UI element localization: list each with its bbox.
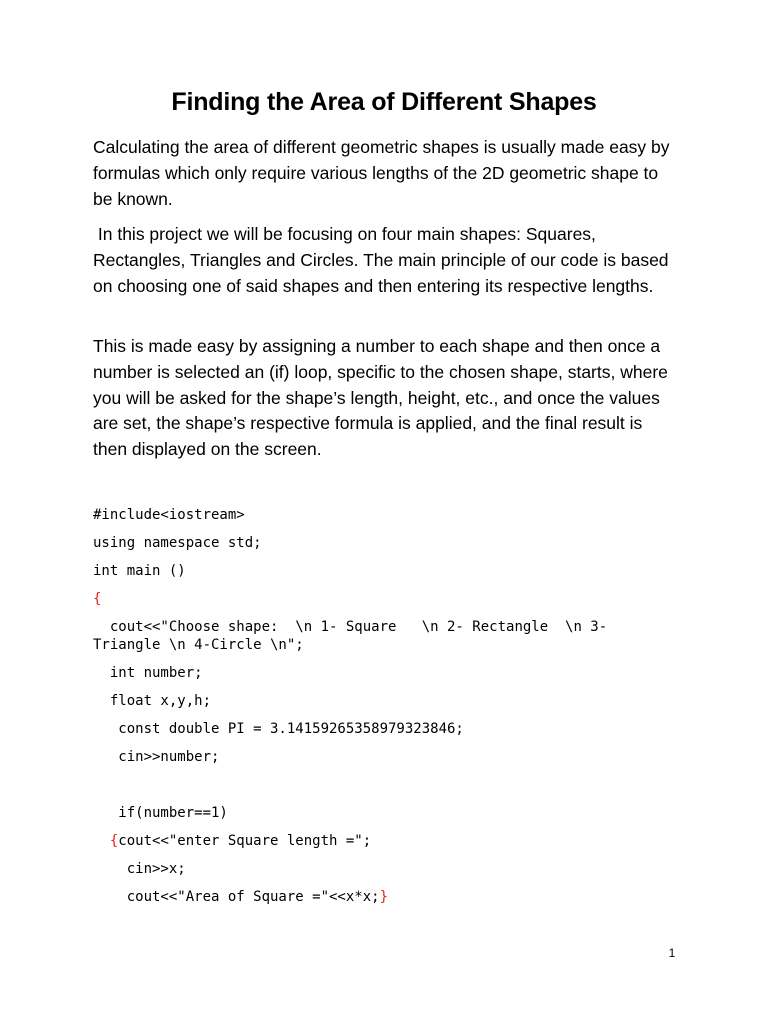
code-namespace-line: using namespace std; (93, 535, 262, 551)
intro-paragraph: Calculating the area of different geometric shapes is usually made easy by formulas which only require various lengths of the 2D geometric shape to be known. (93, 137, 670, 209)
code-square-result-line (93, 888, 388, 906)
code-float-decl: float x,y,h; (93, 693, 212, 709)
code-square-prompt-line (93, 832, 371, 850)
code-square-result: cout<<"Area of Square ="<<x*x; (93, 889, 380, 905)
code-const-pi: const double PI = 3.14159265358979323846; (93, 721, 464, 737)
code-int-number: int number; (93, 665, 203, 681)
code-cout-menu: cout<<"Choose shape: \n 1- Square \n 2- Rectangle \n 3-Triangle \n 4-Circle \n"; (93, 619, 608, 653)
code-open-brace: { (93, 591, 102, 607)
document-title: Finding the Area of Different Shapes (171, 88, 597, 116)
code-square-close-brace: } (379, 889, 389, 905)
method-paragraph: This is made easy by assigning a number to each shape and then once a number is selected an (if) loop, specific to the chosen shape, starts, where you will be asked for the shape’s length, height, etc., and once the values are set, the shape’s respective formula is applied, and the final result is then displayed on the screen. (93, 336, 668, 460)
code-square-cin: cin>>x; (93, 861, 186, 877)
page-number: 1 (668, 946, 676, 960)
project-paragraph: In this project we will be focusing on four main shapes: Squares, Rectangles, Triangles and Circles. The main principle of our code is based on choosing one of said shapes and then entering its respective lengths. (93, 224, 674, 296)
code-cin-number: cin>>number; (93, 749, 220, 765)
code-if-square: if(number==1) (93, 805, 228, 821)
code-square-prompt: cout<<"enter Square length ="; (118, 833, 372, 849)
code-main-declaration: int main () (93, 563, 186, 579)
code-include-line: #include<iostream> (93, 507, 245, 523)
code-square-open-brace: { (109, 833, 119, 849)
